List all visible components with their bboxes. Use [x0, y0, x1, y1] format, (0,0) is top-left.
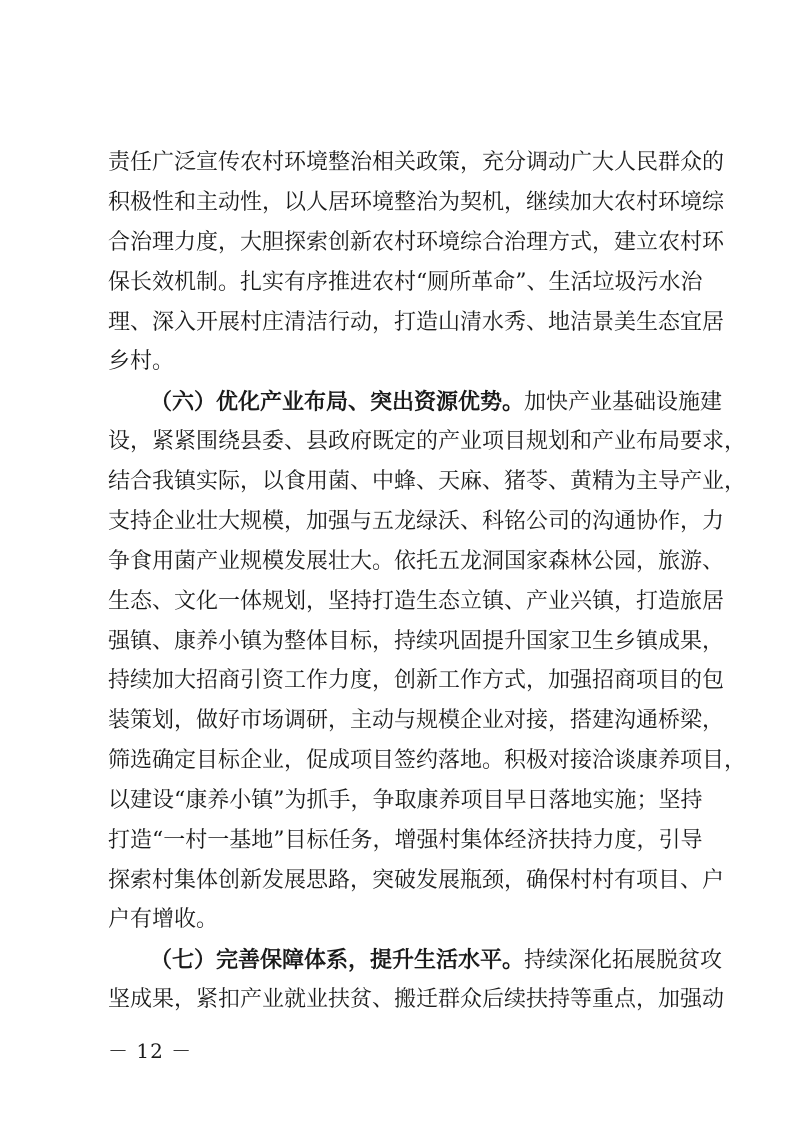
body-text-line: 探索村集体创新发展思路，突破发展瓶颈，确保村村有项目、户	[108, 868, 725, 893]
body-text-line: 争食用菌产业规模发展壮大。依托五龙洞国家森林公园，旅游、	[108, 549, 725, 574]
section-7-first-line	[150, 940, 723, 980]
section-6-heading: （六）优化产业布局、突出资源优势。	[150, 389, 525, 415]
body-text-line: 户有增收。	[108, 907, 219, 932]
body-text-line: 装策划，做好市场调研，主动与规模企业对接，搭建沟通桥梁，	[108, 708, 725, 733]
body-text-line: 合治理力度，大胆探索创新农村环境综合治理方式，建立农村环	[108, 230, 725, 255]
body-text-line: 坚成果，紧扣产业就业扶贫、搬迁群众后续扶持等重点，加强动	[108, 987, 725, 1012]
body-text-line: 理、深入开展村庄清洁行动，打造山清水秀、地洁景美生态宜居	[108, 310, 725, 335]
body-text-line: 持续加大招商引资工作力度，创新工作方式，加强招商项目的包	[108, 668, 725, 693]
body-text-line: 打造“一村一基地”目标任务，增强村集体经济扶持力度，引导	[108, 828, 703, 853]
body-text-line: 乡村。	[108, 349, 175, 374]
body-text-line: 积极性和主动性，以人居环境整治为契机，继续加大农村环境综	[108, 190, 725, 215]
body-text-line: 强镇、康养小镇为整体目标，持续巩固提升国家卫生乡镇成果，	[108, 629, 725, 654]
section-6-first-line	[150, 382, 723, 422]
body-text-line: 生态、文化一体规划，坚持打造生态立镇、产业兴镇，打造旅居	[108, 589, 725, 614]
body-text-line: 支持企业壮大规模，加强与五龙绿沃、科铭公司的沟通协作，力	[108, 509, 725, 534]
section-6-first-line-text: 加快产业基础设施建	[524, 390, 723, 415]
body-text-line: 筛选确定目标企业，促成项目签约落地。积极对接洽谈康养项目，	[108, 748, 747, 773]
page-number: － 12 －	[108, 1039, 193, 1063]
section-7-first-line-text: 持续深化拓展脱贫攻	[524, 948, 723, 973]
body-text-line: 以建设“康养小镇”为抓手，争取康养项目早日落地实施；坚持	[108, 788, 703, 813]
body-text-line: 保长效机制。扎实有序推进农村“厕所革命”、生活垃圾污水治	[108, 270, 703, 295]
body-text-line: 结合我镇实际，以食用菌、中蜂、天麻、猪苓、黄精为主导产业，	[108, 469, 747, 494]
section-7-heading: （七）完善保障体系，提升生活水平。	[150, 947, 525, 973]
body-text-line: 设，紧紧围绕县委、县政府既定的产业项目规划和产业布局要求，	[108, 429, 747, 454]
body-text-line: 责任广泛宣传农村环境整治相关政策，充分调动广大人民群众的	[108, 150, 725, 175]
